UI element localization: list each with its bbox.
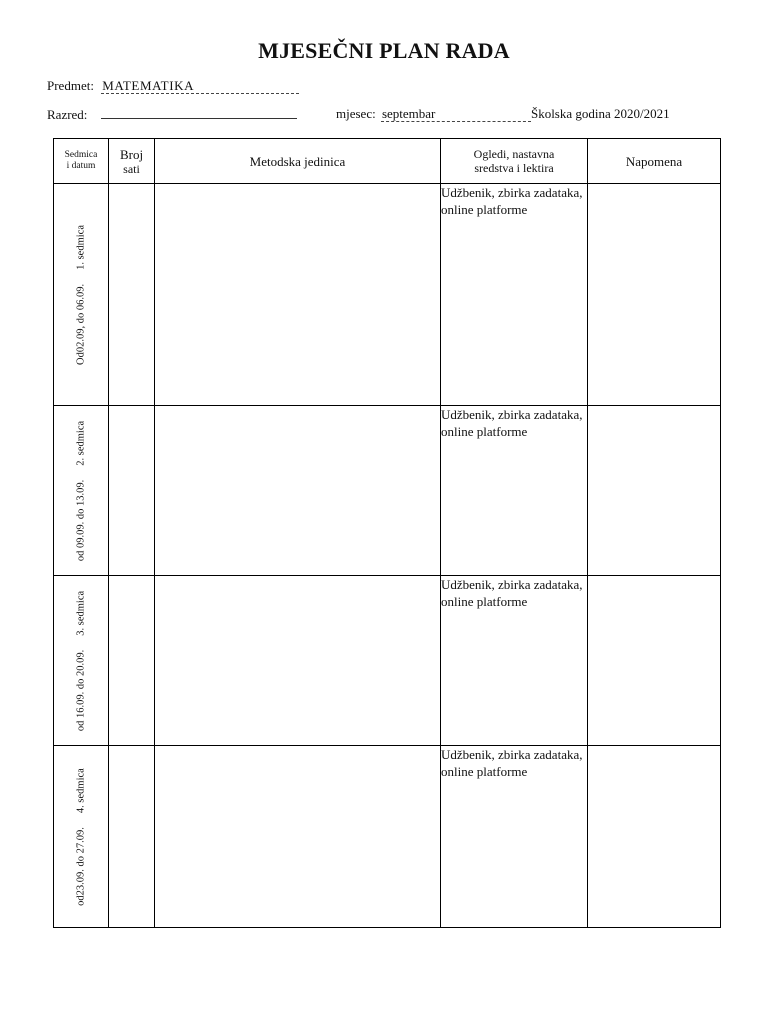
week-cell	[54, 746, 109, 928]
header-ogledi-line1: Ogledi, nastavna	[473, 147, 555, 161]
header-ogledi	[441, 139, 588, 184]
week-date: Od02.09, do 06.09.	[75, 283, 87, 365]
hours-cell[interactable]	[109, 406, 155, 576]
note-cell[interactable]	[588, 184, 721, 406]
razred-line	[47, 106, 297, 123]
razred-field[interactable]	[101, 106, 297, 119]
unit-cell[interactable]	[155, 406, 441, 576]
hours-cell[interactable]	[109, 576, 155, 746]
unit-cell[interactable]	[155, 576, 441, 746]
week-date: od23.09. do 27.09.	[75, 826, 87, 906]
header-ogledi-line2: sredstva i lektira	[474, 161, 554, 175]
hours-cell[interactable]	[109, 746, 155, 928]
week-label: 4. sedmica	[75, 767, 87, 813]
predmet-field[interactable]: MATEMATIKA	[101, 79, 299, 94]
note-cell[interactable]	[588, 746, 721, 928]
razred-label: Razred:	[47, 107, 88, 122]
week-cell	[54, 184, 109, 406]
table-row	[54, 746, 721, 928]
unit-cell[interactable]	[155, 746, 441, 928]
table-row	[54, 184, 721, 406]
note-cell[interactable]	[588, 576, 721, 746]
resources-cell[interactable]: Udžbenik, zbirka zadataka, online platforme	[441, 576, 588, 746]
week-date: od 16.09. do 20.09.	[75, 649, 87, 731]
predmet-label: Predmet:	[47, 78, 94, 93]
table-row	[54, 576, 721, 746]
header-broj-line1: Broj	[119, 146, 144, 162]
resources-cell[interactable]: Udžbenik, zbirka zadataka, online platforme	[441, 746, 588, 928]
week-date: od 09.09. do 13.09.	[75, 479, 87, 561]
note-cell[interactable]	[588, 406, 721, 576]
header-napomena: Napomena	[588, 139, 721, 184]
hours-cell[interactable]	[109, 184, 155, 406]
predmet-line	[47, 78, 299, 94]
mjesec-label: mjesec:	[336, 106, 376, 121]
week-label: 1. sedmica	[75, 224, 87, 270]
week-cell	[54, 576, 109, 746]
header-sedmica-line2: i datum	[66, 161, 96, 171]
table-header-row	[54, 139, 721, 184]
page-title: MJESEČNI PLAN RADA	[258, 38, 510, 63]
header-sedmica-line1: Sedmica	[64, 150, 98, 160]
week-label: 3. sedmica	[75, 590, 87, 636]
skolska-godina: Školska godina 2020/2021	[530, 106, 670, 121]
table-row	[54, 406, 721, 576]
week-cell	[54, 406, 109, 576]
resources-cell[interactable]: Udžbenik, zbirka zadataka, online platforme	[441, 184, 588, 406]
mjesec-line	[336, 106, 670, 122]
unit-cell[interactable]	[155, 184, 441, 406]
mjesec-field[interactable]: septembar	[381, 107, 531, 122]
header-sedmica	[54, 139, 109, 184]
header-broj-line2: sati	[123, 161, 140, 176]
plan-table	[53, 138, 721, 928]
week-label: 2. sedmica	[75, 420, 87, 466]
resources-cell[interactable]: Udžbenik, zbirka zadataka, online platforme	[441, 406, 588, 576]
header-broj-sati	[109, 139, 155, 184]
header-metodska-jedinica: Metodska jedinica	[155, 139, 441, 184]
